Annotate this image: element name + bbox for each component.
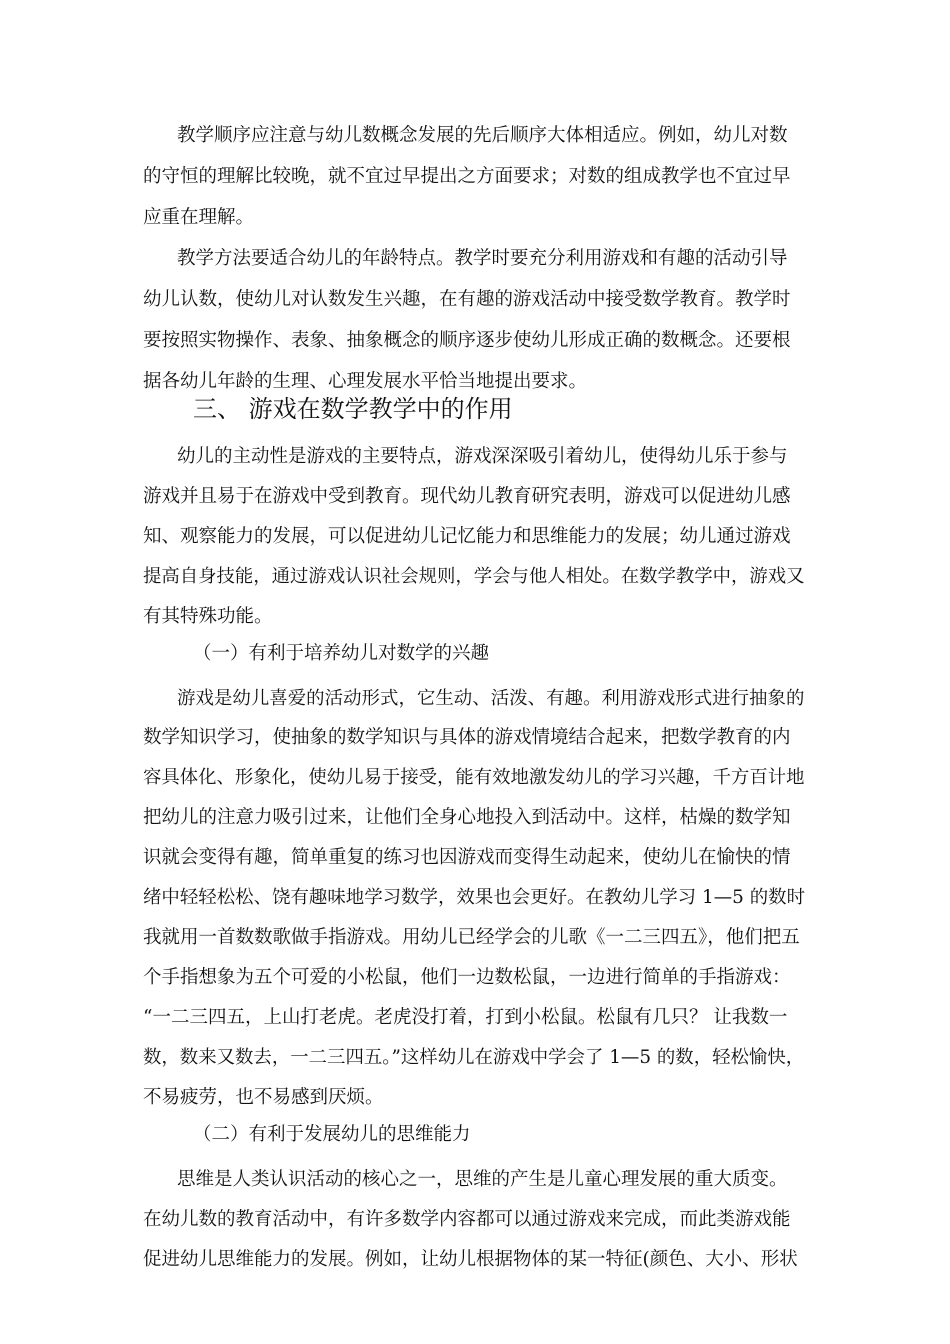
paragraph-line: 的守恒的理解比较晚，就不宜过早提出之方面要求；对数的组成教学也不宜过早 bbox=[143, 166, 791, 187]
paragraph-line: 数，数来又数去，一二三四五。”这样幼儿在游戏中学会了 1—5 的数，轻松愉快， bbox=[143, 1047, 805, 1068]
paragraph-line: 识就会变得有趣，简单重复的练习也因游戏而变得生动起来，使幼儿在愉快的情 bbox=[143, 847, 791, 868]
subsection-heading: （一）有利于培养幼儿对数学的兴趣 bbox=[193, 643, 490, 664]
subsection-heading: （二）有利于发展幼儿的思维能力 bbox=[193, 1124, 471, 1145]
paragraph-line: 容具体化、形象化，使幼儿易于接受，能有效地激发幼儿的学习兴趣，千方百计地 bbox=[143, 767, 805, 788]
section-heading: 三、 游戏在数学教学中的作用 bbox=[193, 395, 513, 423]
paragraph-line: 我就用一首数数歌做手指游戏。用幼儿已经学会的儿歌《一二三四五》，他们把五 bbox=[143, 927, 800, 948]
paragraph-line: 教学方法要适合幼儿的年龄特点。教学时要充分利用游戏和有趣的活动引导 bbox=[177, 248, 788, 269]
paragraph-line: 幼儿的主动性是游戏的主要特点，游戏深深吸引着幼儿，使得幼儿乐于参与 bbox=[177, 446, 788, 467]
paragraph-line: 数学知识学习，使抽象的数学知识与具体的游戏情境结合起来，把数学教育的内 bbox=[143, 727, 791, 748]
paragraph-line: 游戏是幼儿喜爱的活动形式，它生动、活泼、有趣。利用游戏形式进行抽象的 bbox=[177, 688, 805, 709]
paragraph-line: 思维是人类认识活动的核心之一，思维的产生是儿童心理发展的重大质变。 bbox=[177, 1169, 788, 1190]
paragraph-line: 促进幼儿思维能力的发展。例如，让幼儿根据物体的某一特征(颜色、大小、形状 bbox=[143, 1249, 798, 1270]
paragraph-line: 据各幼儿年龄的生理、心理发展水平恰当地提出要求。 bbox=[143, 371, 588, 392]
paragraph-line: 提高自身技能，通过游戏认识社会规则，学会与他人相处。在数学教学中，游戏又 bbox=[143, 566, 805, 587]
paragraph-line: 要按照实物操作、表象、抽象概念的顺序逐步使幼儿形成正确的数概念。还要根 bbox=[143, 330, 791, 351]
paragraph-line: 有其特殊功能。 bbox=[143, 606, 273, 627]
paragraph-line: 知、观察能力的发展，可以促进幼儿记忆能力和思维能力的发展；幼儿通过游戏 bbox=[143, 526, 791, 547]
paragraph-line: 把幼儿的注意力吸引过来，让他们全身心地投入到活动中。这样，枯燥的数学知 bbox=[143, 807, 791, 828]
paragraph-line: 应重在理解。 bbox=[143, 207, 255, 228]
paragraph-line: “一二三四五，上山打老虎。老虎没打着，打到小松鼠。松鼠有几只？ 让我数一 bbox=[143, 1007, 788, 1028]
paragraph-line: 游戏并且易于在游戏中受到教育。现代幼儿教育研究表明，游戏可以促进幼儿感 bbox=[143, 486, 791, 507]
paragraph-line: 在幼儿数的教育活动中，有许多数学内容都可以通过游戏来完成，而此类游戏能 bbox=[143, 1209, 791, 1230]
paragraph-line: 教学顺序应注意与幼儿数概念发展的先后顺序大体相适应。例如，幼儿对数 bbox=[177, 125, 788, 146]
paragraph-line: 绪中轻轻松松、饶有趣味地学习数学，效果也会更好。在教幼儿学习 1—5 的数时 bbox=[143, 887, 806, 908]
paragraph-line: 幼儿认数，使幼儿对认数发生兴趣，在有趣的游戏活动中接受数学教育。教学时 bbox=[143, 289, 791, 310]
paragraph-line: 个手指想象为五个可爱的小松鼠，他们一边数松鼠，一边进行简单的手指游戏： bbox=[143, 967, 791, 988]
paragraph-line: 不易疲劳，也不易感到厌烦。 bbox=[143, 1087, 384, 1108]
